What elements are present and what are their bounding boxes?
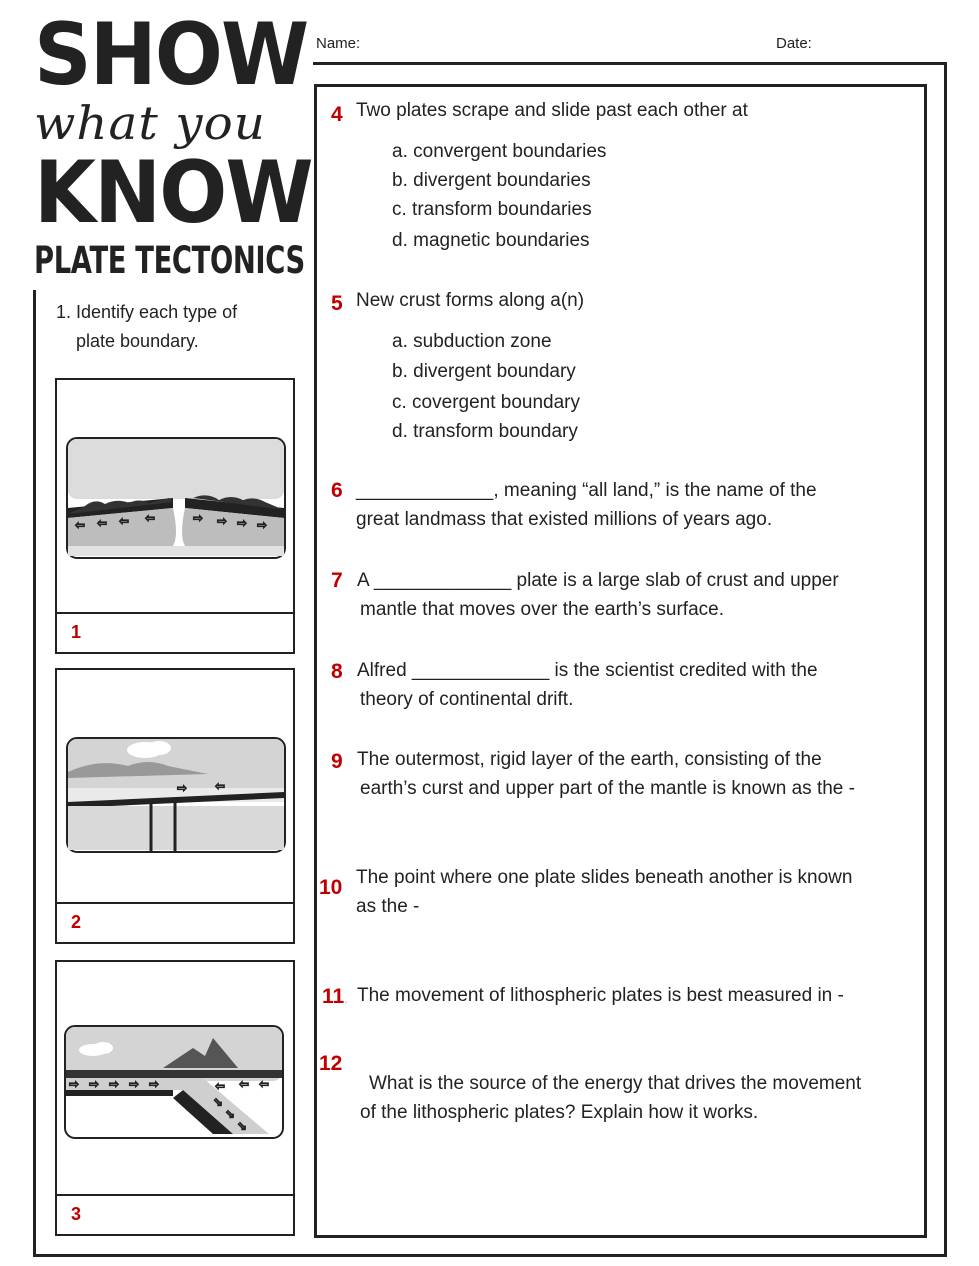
question-12-text (360, 1069, 861, 1127)
q9-line1: The outermost, rigid layer of the earth, consisting of the (357, 749, 822, 770)
question-number-11 (322, 985, 348, 1009)
svg-text:⇦: ⇦ (119, 514, 130, 528)
title-what-you: what you (34, 96, 266, 150)
svg-text:⇨: ⇨ (149, 1077, 160, 1091)
question-number-6: 6 (331, 479, 343, 502)
svg-text:⇨: ⇨ (257, 518, 268, 532)
q8-line2: theory of continental drift. (360, 689, 574, 710)
q12-line2: of the lithospheric plates? Explain how it works. (360, 1102, 759, 1123)
q5-option-b: b. divergent boundary (392, 361, 576, 382)
date-label: Date: (776, 35, 812, 52)
svg-text:⇨: ⇨ (109, 1077, 120, 1091)
q9-line2: earth’s curst and upper part of the mantle is known as the - (360, 778, 855, 799)
question-number-9: 9 (331, 750, 343, 773)
svg-text:⇘: ⇘ (225, 1107, 236, 1121)
svg-text:⇨: ⇨ (237, 516, 248, 530)
outer-right-border (944, 62, 947, 1257)
svg-text:⇨: ⇨ (193, 511, 204, 525)
arrow-left-icon: ⇦ (215, 779, 226, 793)
question-number-8: 8 (331, 660, 343, 683)
boundary-card-3 (55, 960, 295, 1236)
q5-option-d: d. transform boundary (392, 421, 578, 442)
instruction (56, 298, 237, 356)
q4-option-b: b. divergent boundaries (392, 170, 591, 191)
question-4-text: Two plates scrape and slide past each other at (356, 100, 748, 121)
svg-text:⇦: ⇦ (145, 511, 156, 525)
boundary-card-1 (55, 378, 295, 654)
title-know: KNOW (34, 143, 312, 243)
q6-line1: _____________, meaning “all land,” is the name of the (356, 480, 817, 501)
q11-dot: . (344, 992, 348, 1006)
q10-line1: The point where one plate slides beneath another is known (356, 867, 853, 888)
q11-number: 11 (322, 985, 345, 1008)
svg-text:⇘: ⇘ (213, 1095, 224, 1109)
q12-line1: What is the source of the energy that drives the movement (369, 1073, 862, 1094)
card-label-3 (57, 1194, 293, 1234)
card-number: 2 (71, 912, 82, 932)
question-9-text (357, 745, 855, 803)
question-5-text: New crust forms along a(n) (356, 290, 585, 311)
title-topic: PLATE TECTONICS (34, 239, 305, 282)
question-number-10: 10 (319, 876, 343, 899)
svg-text:⇨: ⇨ (217, 514, 228, 528)
q4-option-c: c. transform boundaries (392, 199, 592, 220)
svg-text:⇘: ⇘ (237, 1119, 248, 1133)
svg-text:⇦: ⇦ (75, 518, 86, 532)
convergent-boundary-diagram (63, 1024, 287, 1142)
q7-line2: mantle that moves over the earth’s surface. (360, 599, 724, 620)
card-number: 1 (71, 622, 82, 642)
question-6-text (356, 476, 817, 534)
outer-bottom-border (33, 1254, 947, 1257)
q8-line1: Alfred _____________ is the scientist credited with the (357, 660, 818, 681)
question-number-4: 4 (331, 103, 343, 126)
transform-boundary-diagram (65, 736, 287, 856)
svg-text:⇦: ⇦ (259, 1077, 270, 1091)
header-rule (313, 62, 947, 65)
question-number-5: 5 (331, 292, 343, 315)
svg-text:⇦: ⇦ (97, 516, 108, 530)
arrow-right-icon: ⇨ (177, 781, 188, 795)
svg-text:⇨: ⇨ (89, 1077, 100, 1091)
card-label-1 (57, 612, 293, 652)
q4-option-d: d. magnetic boundaries (392, 230, 590, 251)
card-number: 3 (71, 1204, 82, 1224)
question-11-text: The movement of lithospheric plates is best measured in - (357, 985, 844, 1006)
svg-text:⇨: ⇨ (129, 1077, 140, 1091)
question-number-12: 12 (319, 1052, 343, 1075)
question-7-text (357, 566, 839, 624)
svg-text:⇨: ⇨ (69, 1077, 80, 1091)
q5-option-c: c. covergent boundary (392, 392, 581, 413)
boundary-card-2 (55, 668, 295, 944)
q10-line2: as the - (356, 896, 420, 917)
instruction-line1: 1. Identify each type of (56, 302, 238, 322)
instruction-line2: plate boundary. (76, 331, 199, 351)
divergent-boundary-diagram (65, 436, 287, 562)
q6-line2: great landmass that existed millions of years ago. (356, 509, 773, 530)
q4-option-a: a. convergent boundaries (392, 141, 607, 162)
question-8-text (357, 656, 818, 714)
question-10-text (356, 863, 852, 921)
question-number-7: 7 (331, 569, 343, 592)
outer-left-border (33, 290, 36, 1257)
q7-line1: A _____________ plate is a large slab of crust and upper (357, 570, 839, 591)
svg-text:⇦: ⇦ (215, 1079, 226, 1093)
svg-text:⇦: ⇦ (239, 1077, 250, 1091)
title-show: SHOW (34, 5, 308, 105)
q5-option-a: a. subduction zone (392, 331, 552, 352)
card-label-2 (57, 902, 293, 942)
name-label: Name: (316, 35, 361, 52)
